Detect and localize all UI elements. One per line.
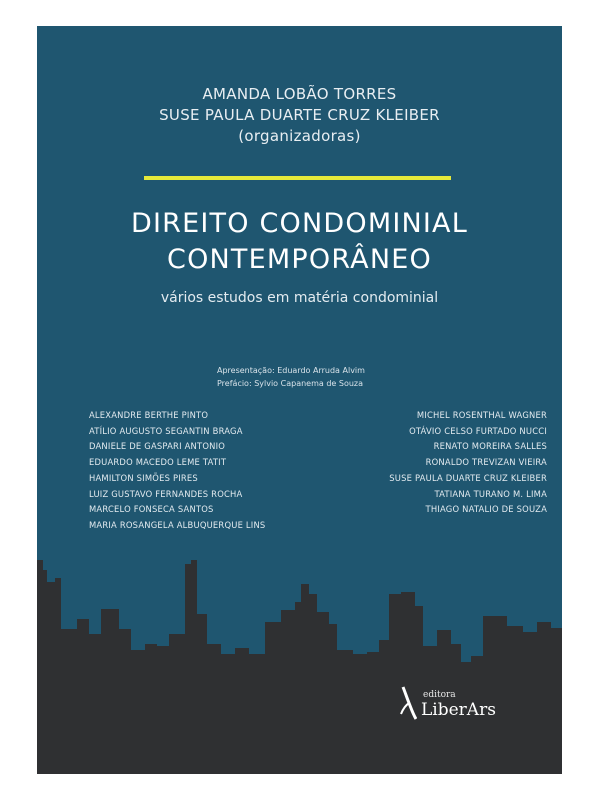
preface-credit: Prefácio: Sylvio Capanema de Souza: [217, 379, 364, 388]
authors-list-left: [89, 408, 265, 534]
city-skyline-illustration: [37, 534, 562, 774]
author-name: MARCELO FONSECA SANTOS: [89, 504, 214, 515]
author-name: THIAGO NATALIO DE SOUZA: [425, 504, 547, 515]
title-line-2: CONTEMPORÂNEO: [167, 244, 432, 275]
author-name: SUSE PAULA DUARTE CRUZ KLEIBER: [389, 472, 547, 483]
presentation-credit: Apresentação: Eduardo Arruda Alvim: [217, 366, 365, 375]
book-title: [37, 206, 562, 278]
title-line-1: DIREITO CONDOMINIAL: [131, 208, 468, 239]
liberars-logo-icon: [399, 686, 417, 720]
publisher-label: editora: [423, 690, 456, 700]
authors-list-right: [389, 408, 547, 518]
author-name: RENATO MOREIRA SALLES: [433, 441, 547, 452]
book-subtitle: vários estudos em matéria condominial: [160, 290, 439, 306]
editors-block: [37, 84, 562, 147]
editor-role: (organizadoras): [238, 127, 361, 145]
author-name: LUIZ GUSTAVO FERNANDES ROCHA: [89, 488, 243, 499]
author-name: ALEXANDRE BERTHE PINTO: [89, 410, 209, 420]
editor-name-2: SUSE PAULA DUARTE CRUZ KLEIBER: [159, 106, 440, 124]
credits-block: [217, 364, 365, 390]
author-name: HAMILTON SIMÕES PIRES: [89, 472, 198, 483]
editor-name-1: AMANDA LOBÃO TORRES: [202, 85, 397, 103]
author-name: MICHEL ROSENTHAL WAGNER: [416, 410, 547, 420]
author-name: RONALDO TREVIZAN VIEIRA: [425, 457, 547, 468]
accent-divider: [144, 176, 451, 180]
author-name: MARIA ROSANGELA ALBUQUERQUE LINS: [89, 519, 266, 530]
author-name: EDUARDO MACEDO LEME TATIT: [89, 457, 227, 468]
author-name: DANIELE DE GASPARI ANTONIO: [89, 441, 226, 452]
publisher-name: LiberArs: [421, 700, 496, 720]
author-name: ATÍLIO AUGUSTO SEGANTIN BRAGA: [89, 425, 243, 436]
author-name: TATIANA TURANO M. LIMA: [434, 488, 547, 499]
book-cover: [37, 26, 562, 774]
author-name: OTÁVIO CELSO FURTADO NUCCI: [409, 425, 547, 436]
